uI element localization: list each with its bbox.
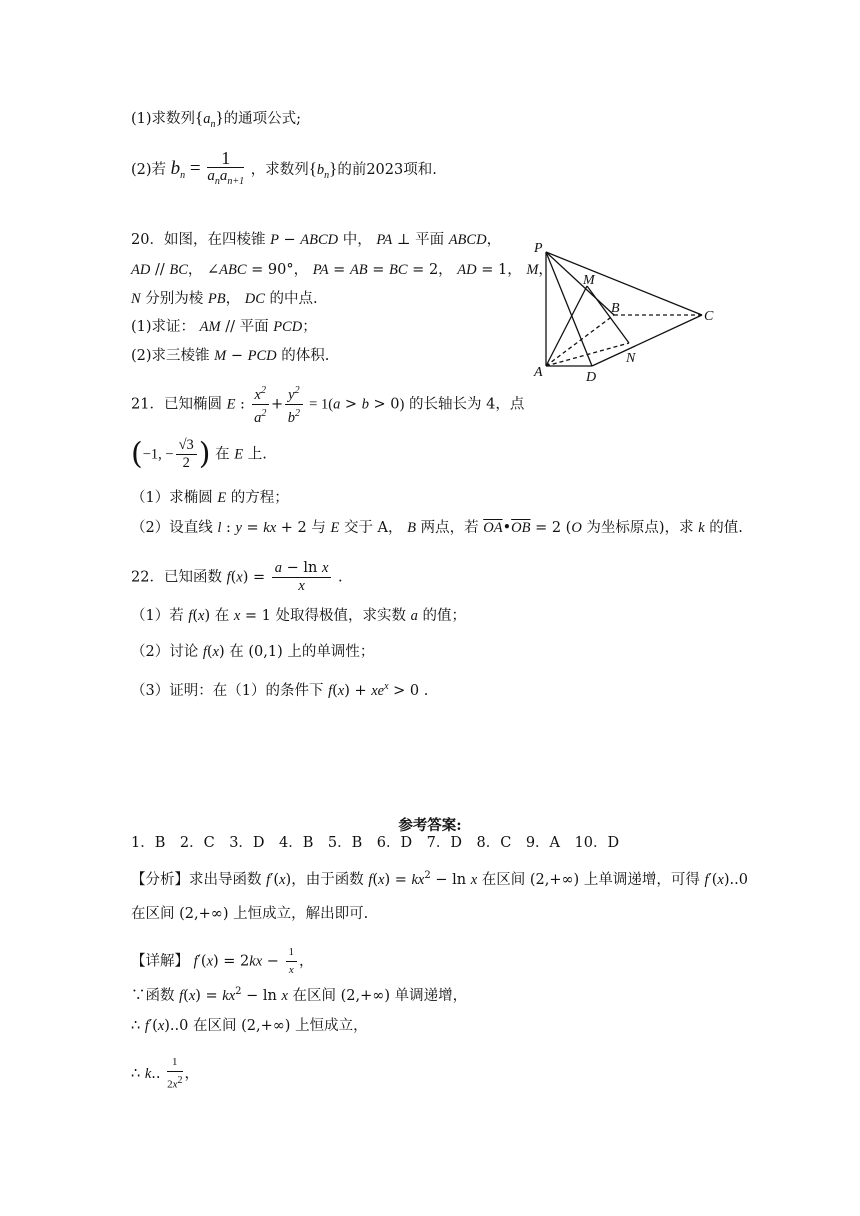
label-D: D	[586, 370, 597, 384]
q19-part2: (2)若 $b_n$ = $\frac{1}{a_na_{n+1}}$ ，求数列$\{b_n\}$的前2023项和.	[131, 148, 437, 187]
label-M: M	[583, 273, 595, 288]
analysis-line1: 【分析】求出导函数 f′(x)，由于函数 $f(x) = kx^2 - \ln x$ 在区间 (2,+∞) 上单调递增，可得 f′(x)..0	[131, 870, 748, 888]
q22-line1: 22．已知函数 f(x) = $\frac{\text{a − ln x}}{x}$ .	[131, 560, 343, 594]
label-N: N	[626, 351, 636, 366]
q21-part2: （2）设直线 l : y = kx + 2 与 E 交于 A， B 两点，若 $\overline{OA}•\overline{OB} = 2$ (O 为坐标原点)，求 k 的值.	[131, 520, 743, 536]
q19-part1: (1)求数列$\{a_n\}$的通项公式;	[131, 108, 302, 130]
label-P: P	[534, 241, 543, 256]
q20-line1: 20．如图，在四棱锥 P − ABCD 中， PA ⊥ 平面 ABCD，	[131, 232, 502, 248]
label-B: B	[611, 301, 620, 316]
edge-PC	[546, 252, 702, 315]
detail-step1: ∵函数 $f(x) = kx^2 - \ln x$ 在区间 (2,+∞) 单调递增，	[131, 986, 468, 1004]
answers-title: 参考答案:	[398, 817, 462, 834]
analysis-line2: 在区间 (2,+∞) 上恒成立，解出即可.	[131, 906, 369, 922]
edge-AB	[546, 315, 614, 366]
segment-AM	[546, 286, 587, 366]
q20-line3: N 分别为棱 PB， DC 的中点.	[131, 291, 318, 307]
q22-part1: （1）若 f(x) 在 x = 1 处取得极值，求实数 a 的值；	[131, 608, 466, 624]
q20-part2: (2)求三棱锥 M − PCD 的体积.	[131, 348, 330, 364]
q21-line2: (−1, − $\frac{√3}{2}$ ) 在 E 上.	[131, 436, 267, 472]
edge-PB	[546, 252, 614, 315]
q21-part1: （1）求椭圆 E 的方程；	[131, 490, 289, 506]
detail-step2: ∴ f′(x)..0 在区间 (2,+∞) 上恒成立，	[131, 1018, 368, 1034]
answers-list: 1．B 2．C 3．D 4．B 5．B 6．D 7．D 8．C 9．A 10．D	[131, 835, 620, 851]
q22-part2: （2）讨论 f(x) 在 (0,1) 上的单调性；	[131, 644, 375, 660]
q21-line1: 21．已知椭圆 E : $\frac{x^2}{a^2}$ + $\frac{y^2}{b^2}$ = 1(a > b > 0) 的长轴长为 4，点	[131, 382, 524, 427]
q22-part3: （3）证明：在（1）的条件下 $f(x) + xe^x > 0$ .	[131, 681, 429, 699]
detail-step3: ∴ k.. $\frac{1}{2x^2}$ ，	[131, 1056, 199, 1091]
detail-line: 【详解】 f′(x) = 2kx − $\frac{1}{x}$ ，	[131, 946, 314, 976]
edge-DC	[592, 315, 702, 366]
label-C: C	[704, 309, 714, 324]
label-A: A	[534, 365, 543, 380]
q20-line2: AD // BC， ∠ABC = 90°， PA = AB = BC = 2， AD = 1， M，	[131, 262, 553, 278]
q20-part1: (1)求证： AM // 平面 PCD；	[131, 319, 317, 335]
pyramid-figure	[526, 236, 726, 384]
